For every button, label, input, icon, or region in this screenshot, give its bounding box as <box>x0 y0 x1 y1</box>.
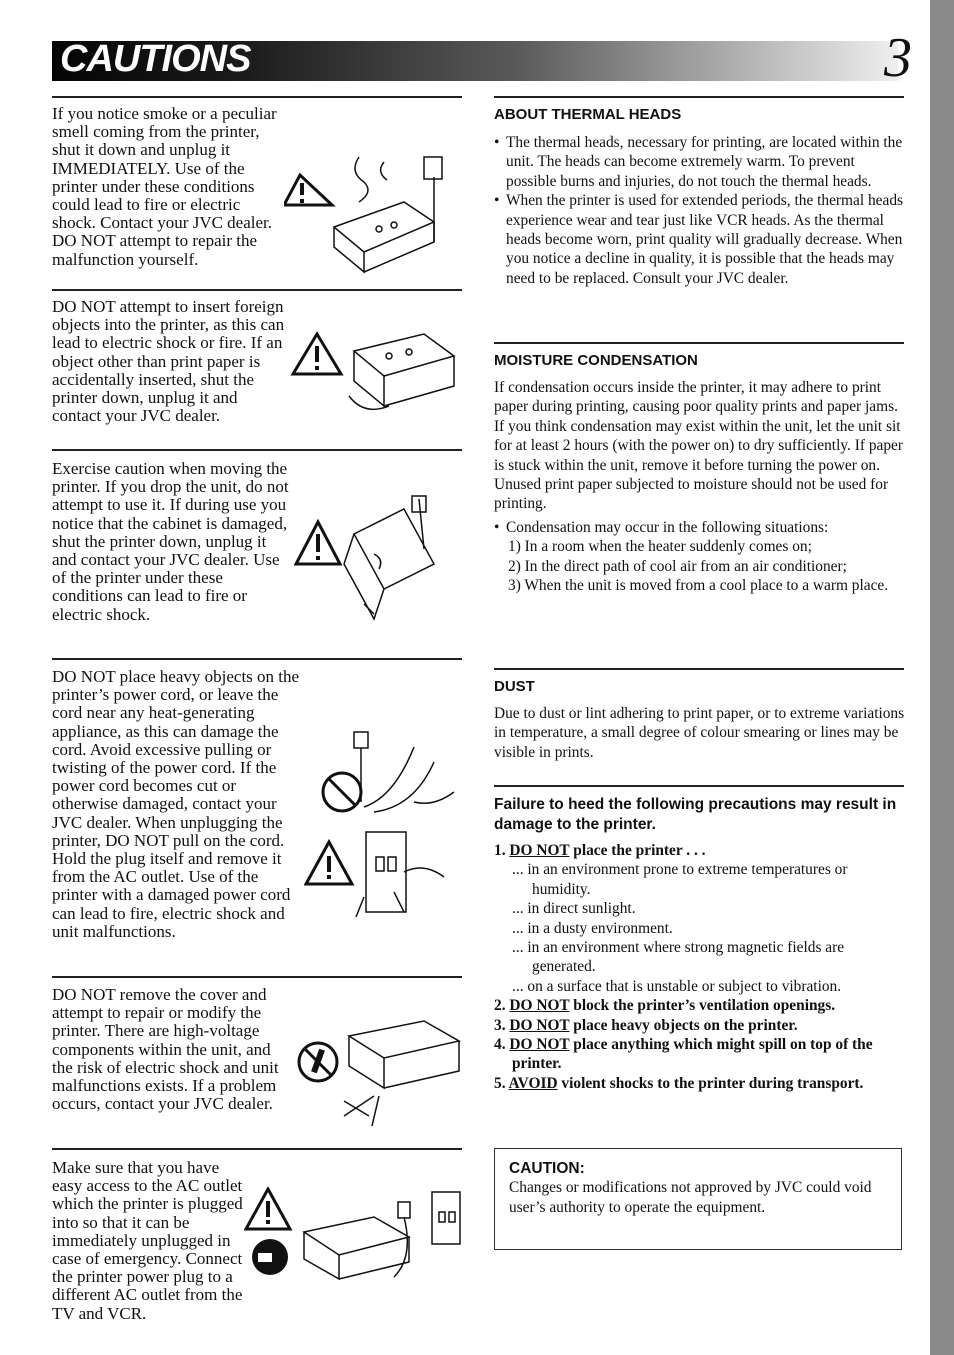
caution-text: If you notice smoke or a peculiar smell coming from the printer, shut it down and unplug it IMMEDIATELY. Use of the printer under these conditions could lead to fire or electric shock. Contact your JVC dealer. DO NOT attempt to repair the malfunction yourself. <box>52 104 277 269</box>
divider <box>494 342 904 344</box>
unplug-illustration <box>244 1187 464 1287</box>
object-insert-illustration <box>289 326 464 436</box>
caution-box-title: CAUTION: <box>509 1160 585 1177</box>
divider <box>52 1148 462 1150</box>
caution-smoke <box>52 105 464 292</box>
divider <box>494 668 904 670</box>
list-item: ... in an environment prone to extreme temperatures or humidity. <box>512 861 848 898</box>
page-edge-tab <box>930 0 954 1355</box>
list-item: 2) In the direct path of cool air from an air conditioner; <box>508 557 847 575</box>
list-item: 3) When the unit is moved from a cool place to a warm place. <box>508 577 889 595</box>
caution-ac-outlet <box>52 1159 464 1323</box>
precautions-heading: Failure to heed the following precautions may result in damage to the printer. <box>494 796 897 833</box>
page-title: CAUTIONS <box>60 38 251 80</box>
caution-text: DO NOT attempt to insert foreign objects into the printer, as this can lead to electric shock or fire. If an object other than print paper is accidentally inserted, shut the printer down, unplug it and contact your JVC dealer. <box>52 297 285 426</box>
precaution-item: 4. DO NOT place anything which might spill on top of the printer. <box>494 1036 873 1073</box>
dust-paragraph: Due to dust or lint adhering to print paper, or to extreme variations in temperature, a small degree of colour smearing or lines may be visible in prints. <box>494 705 905 761</box>
caution-foreign-objects <box>52 298 464 436</box>
precaution-item: 1. DO NOT place the printer . . . <box>494 842 706 859</box>
list-item: ... on a surface that is unstable or subject to vibration. <box>512 977 842 995</box>
caution-box-text: Changes or modifications not approved by JVC could void user’s authority to operate the equipment. <box>509 1179 872 1216</box>
precaution-item: 5. AVOID violent shocks to the printer during transport. <box>494 1074 864 1092</box>
caution-text: DO NOT place heavy objects on the printer’s power cord, or leave the cord near any heat-generating appliance, as this can damage the cord. Avoid excessive pulling or twisting of the power cord. If the power cord becomes cut or otherwise damaged, contact your JVC dealer. When unplugging the printer, DO NOT pull on the cord. Hold the plug itself and remove it from the AC outlet. Use of the printer with a damaged power cord can lead to fire, electric shock and unit malfunctions. <box>52 667 300 941</box>
caution-power-cord <box>52 668 464 941</box>
caution-moving <box>52 460 464 634</box>
caution-text: DO NOT remove the cover and attempt to repair or modify the printer. There are high-voltage components within the unit, and the risk of electric shock and unit malfunctions exists. If a problem occurs, contact your JVC dealer. <box>52 985 279 1114</box>
list-item: • The thermal heads, necessary for printing, are located within the unit. The heads can become extremely warm. To prevent possible burns and injuries, do not touch the thermal heads. <box>494 133 906 191</box>
thermal-heading: ABOUT THERMAL HEADS <box>494 106 682 123</box>
list-item: ... in a dusty environment. <box>512 919 673 937</box>
divider <box>52 449 462 451</box>
precaution-item: 2. DO NOT block the printer’s ventilation openings. <box>494 997 836 1015</box>
list-item: 1) In a room when the heater suddenly comes on; <box>508 538 812 556</box>
dust-section <box>494 704 906 762</box>
smoking-printer-illustration <box>284 147 464 292</box>
caution-no-repair <box>52 986 464 1131</box>
divider <box>494 785 904 787</box>
precaution-item: 3. DO NOT place heavy objects on the printer. <box>494 1016 798 1034</box>
moisture-heading: MOISTURE CONDENSATION <box>494 352 698 369</box>
power-cord-illustration <box>304 712 464 922</box>
thermal-section <box>494 133 906 288</box>
precautions-section <box>494 795 906 1093</box>
divider <box>494 96 904 98</box>
list-item: • When the printer is used for extended periods, the thermal heads experience wear and tear just like VCR heads. As the thermal heads become worn, print quality will gradually decrease. When you notice a decline in quality, it is possible that the heads may need to be replaced. Consult your JVC dealer. <box>494 191 906 288</box>
dust-heading: DUST <box>494 678 535 695</box>
divider <box>52 976 462 978</box>
list-item: ... in an environment where strong magnetic fields are generated. <box>512 939 845 976</box>
divider <box>52 96 462 98</box>
moisture-section <box>494 378 906 595</box>
moisture-paragraph: If condensation occurs inside the printer, it may adhere to print paper during printing, causing poor quality prints and paper jams. If you think condensation may exist within the unit, let the unit sit for at least 2 hours (with the power on) to dry sufficiently. If paper is stuck within the unit, remove it before turning the power on. Unused print paper subjected to moisture should not be used for printing. <box>494 379 904 513</box>
list-item: • Condensation may occur in the following situations: <box>494 518 906 537</box>
list-item: ... in direct sunlight. <box>512 900 636 918</box>
divider <box>52 658 462 660</box>
caution-text: Exercise caution when moving the printer. If you drop the unit, do not attempt to use it. If during use you notice that the cabinet is damaged, shut the printer down, unplug it and contact your JVC dealer. Use of the printer under these conditions can lead to fire or electric shock. <box>52 459 289 624</box>
dropped-printer-illustration <box>294 494 464 634</box>
caution-text: Make sure that you have easy access to the AC outlet which the printer is plugged into so that it can be immediately unplugged in case of emergency. Connect the printer power plug to a different AC outlet from the TV and VCR. <box>52 1158 243 1323</box>
page-number: 3 <box>884 27 912 89</box>
caution-box <box>494 1148 902 1250</box>
no-disassembly-illustration <box>294 1016 464 1131</box>
